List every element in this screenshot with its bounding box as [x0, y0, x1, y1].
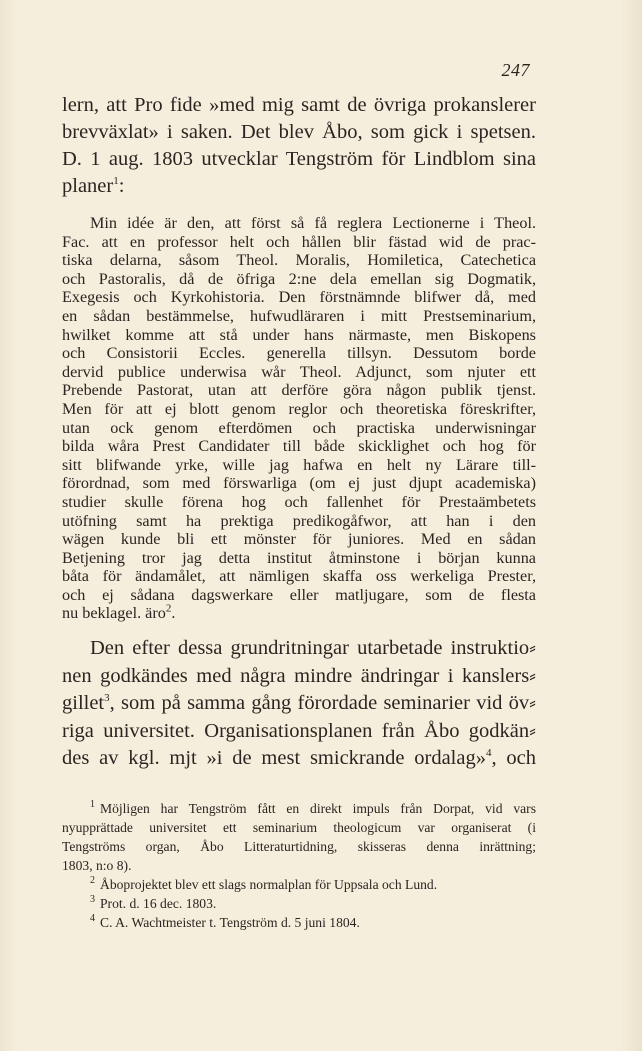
footnote-line — [62, 875, 536, 894]
text-line: nen godkändes med några mindre ändringar i kanslers⸗ — [62, 664, 536, 687]
footnote-mark: 1 — [90, 799, 95, 811]
text-fragment: . — [171, 604, 176, 623]
footnote-4 — [62, 913, 536, 932]
quote-line: tiska delarna, såsom Theol. Moralis, Homiletica, Catechetica — [62, 251, 536, 270]
text-fragment: C. A. Wachtmeister t. Tengström d. 5 juni 1804. — [100, 914, 360, 930]
quote-line: Betjening tror jag detta institut åtminstone i början kunna — [62, 548, 536, 567]
footnote-line: 1803, n:o 8). — [62, 857, 132, 873]
text-line — [62, 173, 536, 200]
text-fragment: , och — [491, 747, 536, 770]
quote-line: Prebende Pastorat, utan att derföre göra någon publik tjenst. — [62, 381, 536, 400]
footnote-ref: 1 — [113, 175, 119, 188]
quote-line — [62, 604, 536, 623]
quote-line: förordnad, som med förswarliga (om ej just djupt academiska) — [62, 474, 536, 493]
quote-line: utöfning samt ha prektiga predikogåfwor, att han i den — [62, 511, 536, 530]
text-line — [62, 745, 536, 773]
footnote-line — [62, 894, 536, 913]
quote-line: bilda wåra Prest Candidater till både skicklighet och hog för — [62, 437, 536, 456]
quote-line: utan ock genom efterdömen och practiska underwisningar — [62, 418, 536, 437]
text-fragment: gillet — [62, 692, 105, 715]
quote-line: sitt blifwande yrke, wille jag hafwa en helt ny Lärare till- — [62, 455, 536, 474]
text-line: lern, att Pro fide »med mig samt de övriga prokanslerer — [62, 94, 536, 116]
text-fragment: planer — [62, 175, 114, 197]
text-line: brevväxlat» i saken. Det blev Åbo, som gick i spetsen. — [62, 121, 536, 143]
footnote-mark: 4 — [90, 913, 95, 925]
text-fragment: Möjligen har Tengström fått en direkt impuls från Dorpat, vid vars — [100, 800, 536, 816]
footnote-ref: 3 — [104, 692, 110, 705]
footnote-line: nyupprättade universitet ett seminarium theologicum var organiserat (i — [62, 819, 536, 835]
footnotes — [62, 799, 536, 932]
footnote-mark: 2 — [90, 875, 95, 887]
text-fragment: des av kgl. mjt »i de mest smickrande ordalag» — [62, 747, 486, 770]
footnote-3 — [62, 894, 536, 913]
quote-line: dervid publice underwisa wår Theol. Adjunct, som njuter ett — [62, 362, 536, 381]
text-fragment: : — [118, 175, 125, 197]
footnote-line: Tengströms organ, Åbo Litteraturtidning, skisseras denna inrättning; — [62, 838, 536, 854]
paragraph-1 — [62, 92, 536, 200]
footnote-2 — [62, 875, 536, 894]
text-fragment: , som på samma gång förordade seminarier vid öv⸗ — [109, 692, 536, 715]
page-number: 247 — [501, 60, 530, 80]
quote-line: och ej sådana dagswerkare eller matljugare, som de flesta — [62, 585, 536, 604]
text-fragment: nu beklagel. äro — [62, 604, 166, 623]
page-content — [62, 92, 536, 932]
text-line: D. 1 aug. 1803 utvecklar Tengström för Lindblom sina — [62, 148, 536, 170]
paragraph-2 — [62, 635, 536, 773]
text-line — [62, 690, 536, 718]
quote-line: och Consistorii Eccles. generella tillsyn. Dessutom borde — [62, 344, 536, 363]
quote-line: och Pastoralis, då de öfriga 2:ne dela emellan sig Dogmatik, — [62, 269, 536, 288]
quote-line: Men för att ej blott genom reglor och theoretiska föreskrifter, — [62, 399, 536, 418]
quote-line: Exegesis och Kyrkohistoria. Den förstnämnde blifwer då, med — [62, 288, 536, 307]
footnote-ref: 4 — [485, 747, 492, 760]
footnote-1 — [62, 799, 536, 875]
footnote-line — [62, 799, 536, 818]
text-line: Den efter dessa grundritningar utarbetade instruktio⸗ — [90, 637, 536, 660]
footnote-line — [62, 913, 536, 932]
quote-line: Min idée är den, att först så få reglera Lectionerne i Theol. — [90, 214, 536, 232]
text-fragment: Prot. d. 16 dec. 1803. — [100, 895, 217, 911]
text-fragment: Åboprojektet blev ett slags normalplan för Uppsala och Lund. — [100, 876, 438, 892]
footnote-ref: 2 — [165, 603, 172, 616]
quote-line: hwilket komme att stå under hans närmaste, men Biskopens — [62, 325, 536, 344]
text-line: riga universitet. Organisationsplanen från Åbo godkän⸗ — [62, 719, 536, 742]
quote-line: wägen kunde bli ett mönster för juniores. Med en sådan — [62, 530, 536, 549]
quote-line: båta för ändamålet, att nämligen skaffa oss werkeliga Prester, — [62, 567, 536, 586]
footnote-mark: 3 — [90, 894, 95, 906]
block-quote — [62, 214, 536, 623]
quote-line: studier skulle förena hog och fallenhet för Prestaämbetets — [62, 492, 536, 511]
quote-line: Fac. att en professor helt och hållen blir fästad wid de prac- — [62, 232, 536, 251]
quote-line: en sådan bestämmelse, hufwudläraren i mitt Prestseminarium, — [62, 306, 536, 325]
